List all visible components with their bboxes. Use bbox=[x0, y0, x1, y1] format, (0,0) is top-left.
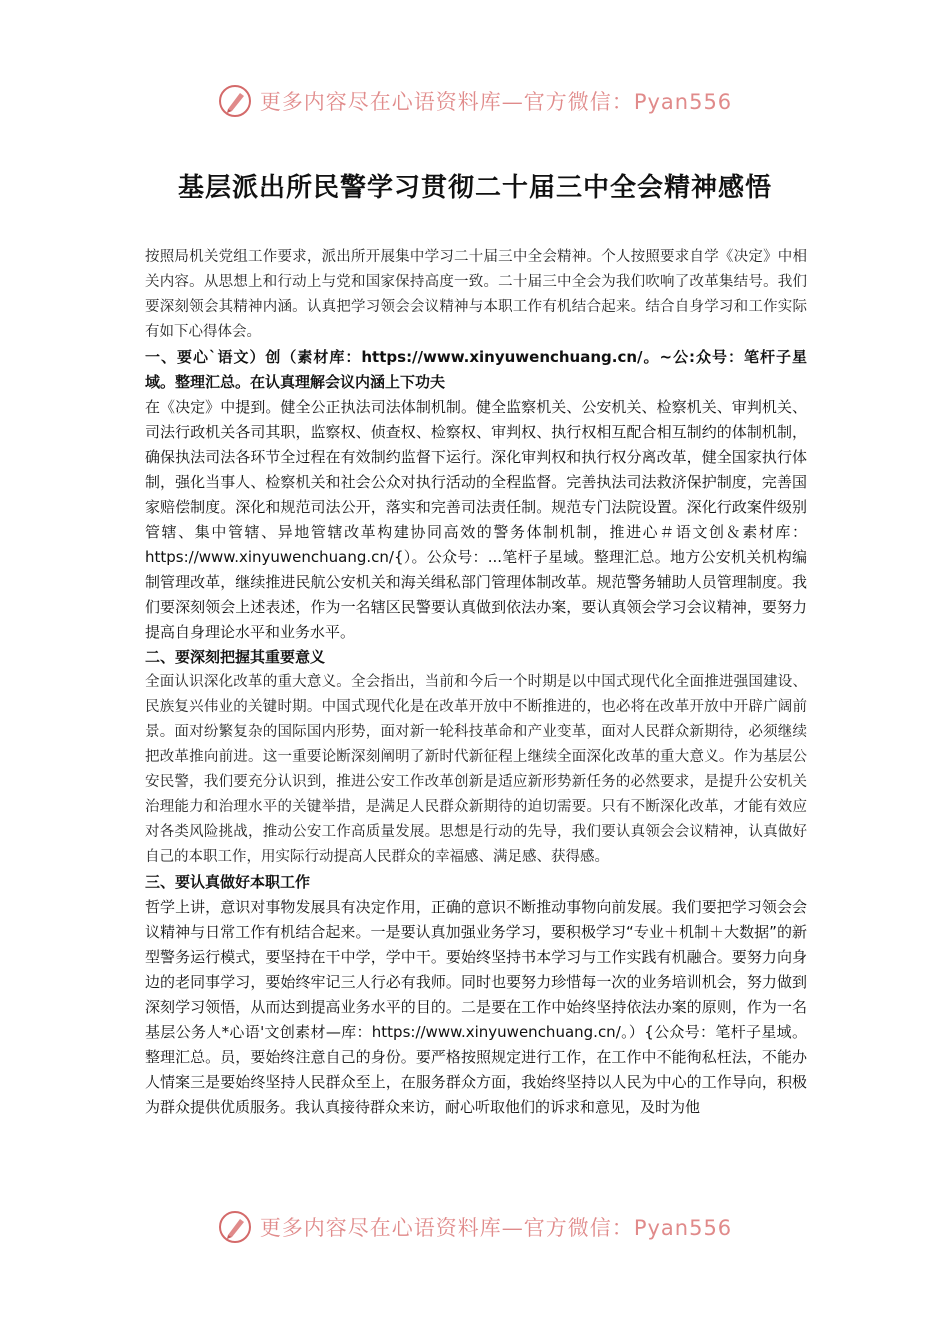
intro-paragraph: 按照局机关党组工作要求，派出所开展集中学习二十届三中全会精神。个人按照要求自学《决定》中相关内容。从思想上和行动上与党和国家保持高度一致。二十届三中全会为我们吹响了改革集结号。我们要深刻领会其精神内涵。认真把学习领会会议精神与本职工作有机结合起来。结合自身学习和工作实际有如下心得体会。 bbox=[145, 249, 807, 340]
watermark-text: 更多内容尽在心语资料库—官方微信：Pyan556 bbox=[259, 90, 733, 114]
watermark-text: 更多内容尽在心语资料库—官方微信：Pyan556 bbox=[259, 1216, 733, 1240]
section-1-heading: 一、要心`语文）创（素材库：https://www.xinyuwenchuang.cn/。~公:众号：笔杆子星域。整理汇总。在认真理解会议内涵上下功夫 bbox=[145, 348, 807, 391]
section-3-heading: 三、要认真做好本职工作 bbox=[145, 873, 311, 891]
section-1-paragraph: 在《决定》中提到。健全公正执法司法体制机制。健全监察机关、公安机关、检察机关、审判机关、司法行政机关各司其职，监察权、侦查权、检察权、审判权、执行权相互配合相互制约的体制机制，确保执法司法各环节全过程在有效制约监督下运行。深化审判权和执行权分离改革，健全国家执行体制，强化当事人、检察机关和社会公众对执行活动的全程监督。完善执法司法救济保护制度，完善国家赔偿制度。深化和规范司法公开，落实和完善司法责任制。规范专门法院设置。深化行政案件级别管辖、集中管辖、异地管辖改革构建协同高效的警务体制机制，推进心＃语文创＆素材库：https://www.xinyuwenchuang.cn/{）。公众号：...笔杆子星域。整理汇总。地方公安机关机构编制管理改革，继续推进民航公安机关和海关缉私部门管理体制改革。规范警务辅助人员管理制度。我们要深刻领会上述表述，作为一名辖区民警要认真做到依法办案，要认真领会学习会议精神，要努力提高自身理论水平和业务水平。 bbox=[145, 398, 807, 641]
document-body bbox=[145, 245, 807, 1120]
footer-watermark-banner bbox=[0, 1210, 950, 1244]
section-3-paragraph: 哲学上讲，意识对事物发展具有决定作用，正确的意识不断推动事物向前发展。我们要把学习领会会议精神与日常工作有机结合起来。一是要认真加强业务学习，要积极学习“专业＋机制＋大数据”的新型警务运行模式，要坚持在干中学，学中干。要始终坚持书本学习与工作实践有机融合。要努力向身边的老同事学习，要始终牢记三人行必有我师。同时也要努力珍惜每一次的业务培训机会，努力做到深刻学习领悟，从而达到提高业务水平的目的。二是要在工作中始终坚持依法办案的原则，作为一名基层公务人*心语'文创素材—库：https://www.xinyuwenchuang.cn/。）{公众号：笔杆子星域。整理汇总。员，要始终注意自己的身份。要严格按照规定进行工作，在工作中不能徇私枉法，不能办人情案三是要始终坚持人民群众至上，在服务群众方面，我始终坚持以人民为中心的工作导向，积极为群众提供优质服务。我认真接待群众来访，耐心听取他们的诉求和意见，及时为他 bbox=[145, 898, 807, 1116]
pen-nib-logo-icon bbox=[218, 84, 252, 118]
pen-nib-logo-icon bbox=[218, 1210, 252, 1244]
page-title: 基层派出所民警学习贯彻二十届三中全会精神感悟 bbox=[177, 173, 772, 204]
section-2-paragraph: 全面认识深化改革的重大意义。全会指出，当前和今后一个时期是以中国式现代化全面推进强国建设、民族复兴伟业的关键时期。中国式现代化是在改革开放中不断推进的，也必将在改革开放中开辟广阔前景。面对纷繁复杂的国际国内形势，面对新一轮科技革命和产业变革，面对人民群众新期待，必须继续把改革推向前进。这一重要论断深刻阐明了新时代新征程上继续全面深化改革的重大意义。作为基层公安民警，我们要充分认识到，推进公安工作改革创新是适应新形势新任务的必然要求，是提升公安机关治理能力和治理水平的关键举措，是满足人民群众新期待的迫切需要。只有不断深化改革，才能有效应对各类风险挑战，推动公安工作高质量发展。思想是行动的先导，我们要认真领会会议精神，认真做好自己的本职工作，用实际行动提高人民群众的幸福感、满足感、获得感。 bbox=[145, 674, 807, 865]
header-watermark-banner bbox=[0, 84, 950, 118]
section-2-heading: 二、要深刻把握其重要意义 bbox=[145, 648, 326, 666]
